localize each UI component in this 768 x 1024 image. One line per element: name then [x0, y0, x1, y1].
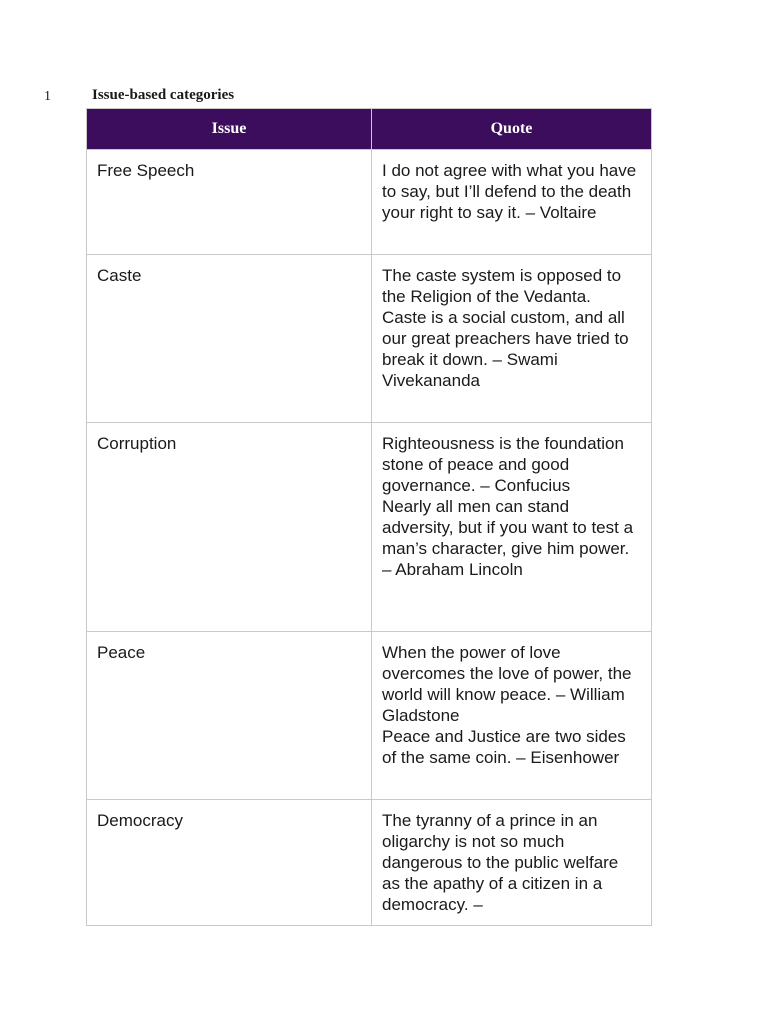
page-number: 1 — [44, 89, 51, 104]
quote-cell — [372, 423, 652, 632]
issue-cell: Caste — [87, 255, 372, 423]
quote-text: Righteousness is the foundation stone of peace and good governance. – Confucius — [382, 434, 624, 495]
table-row — [87, 255, 652, 423]
issue-cell: Democracy — [87, 800, 372, 926]
table-header-row — [87, 109, 652, 150]
table-row — [87, 423, 652, 632]
table-row — [87, 150, 652, 255]
quote-text: I do not agree with what you have to say, but I’ll defend to the death your right to say it. – Voltaire — [382, 161, 637, 222]
quote-cell — [372, 632, 652, 800]
header-quote: Quote — [372, 109, 652, 150]
quote-cell — [372, 150, 652, 255]
table-row — [87, 800, 652, 926]
quote-cell — [372, 255, 652, 423]
quote-text: Peace and Justice are two sides of the same coin. – Eisenhower — [382, 727, 626, 767]
issue-cell: Free Speech — [87, 150, 372, 255]
quote-text: The caste system is opposed to the Religion of the Vedanta. Caste is a social custom, and all our great preachers have tried to break it down. – Swami Vivekananda — [382, 266, 629, 390]
quote-text: When the power of love overcomes the love of power, the world will know peace. – William Gladstone — [382, 643, 632, 725]
table-row — [87, 632, 652, 800]
issue-cell: Corruption — [87, 423, 372, 632]
issue-cell: Peace — [87, 632, 372, 800]
quote-text: The tyranny of a prince in an oligarchy is not so much dangerous to the public welfare as the apathy of a citizen in a democracy. – — [382, 811, 619, 914]
section-heading: Issue-based categories — [92, 87, 235, 103]
quote-cell — [372, 800, 652, 926]
quote-text: Nearly all men can stand adversity, but if you want to test a man’s character, give him power. – Abraham Lincoln — [382, 497, 634, 579]
header-issue: Issue — [87, 109, 372, 150]
quotes-table — [86, 108, 652, 926]
